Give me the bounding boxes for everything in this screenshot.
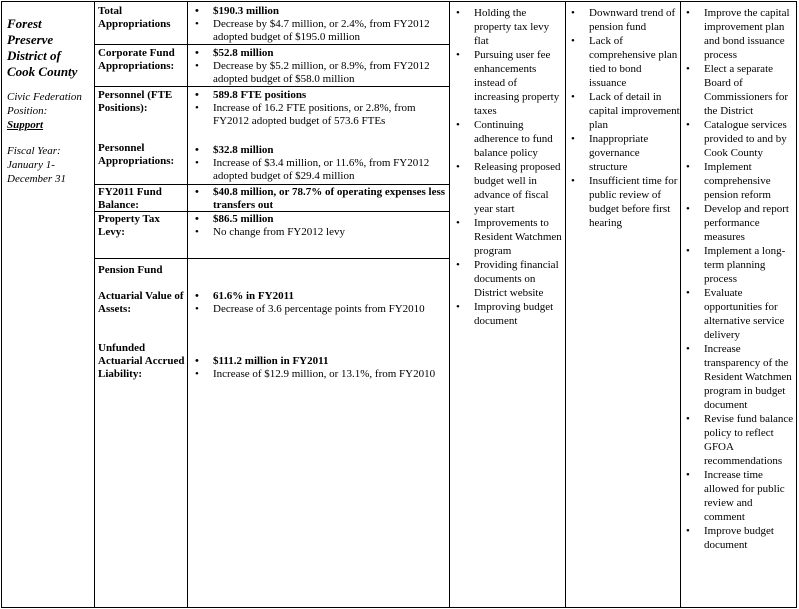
supports-item: • Releasing proposed budget well in advance of fiscal year start [453, 160, 565, 216]
row-value-personnel-appropriations [192, 144, 448, 183]
pension-assets-value [192, 290, 448, 316]
supports-list [453, 6, 565, 328]
concerns-list [568, 6, 680, 230]
detail-bullet: • Decrease of 3.6 percentage points from FY2010 [192, 303, 448, 316]
supports-item: • Improving budget document [453, 300, 565, 328]
row-label-personnel-fte: Personnel (FTE Positions): [98, 89, 173, 114]
headline: • $111.2 million in FY2011 [192, 355, 448, 368]
detail-bullet: • Decrease by $4.7 million, or 2.4%, from FY2012 adopted budget of $195.0 million [192, 18, 448, 44]
pension-section-label: Pension Fund [98, 264, 163, 276]
row-value-total-appropriations [192, 5, 448, 44]
headline: • 589.8 FTE positions [192, 89, 448, 102]
row-divider [95, 44, 450, 45]
concerns-item: • Lack of comprehensive plan tied to bond issuance [568, 34, 680, 90]
row-label-personnel-appropriations: Personnel Appropriations: [98, 142, 175, 167]
row-label-property-tax-levy: Property Tax Levy: [98, 213, 160, 238]
detail-bullet: • Increase of 16.2 FTE positions, or 2.8%, from FY2012 adopted budget of 573.6 FTEs [192, 102, 448, 128]
pension-assets-label: Actuarial Value of Assets: [98, 290, 184, 315]
detail-bullet: • Decrease by $5.2 million, or 8.9%, from FY2012 adopted budget of $58.0 million [192, 60, 448, 86]
pension-liability-label: Unfunded Actuarial Accrued Liability: [98, 342, 185, 380]
row-value-fund-balance [192, 186, 448, 212]
position-label: Civic Federation Position: [7, 91, 82, 117]
headline: • 61.6% in FY2011 [192, 290, 448, 303]
entity-column [2, 2, 95, 607]
fiscal-year-label: Fiscal Year: [7, 145, 61, 157]
row-label-fund-balance: FY2011 Fund Balance: [98, 186, 162, 211]
row-value-personnel-fte [192, 89, 448, 128]
row-label-total-appropriations: Total Appropriations [98, 5, 171, 30]
concerns-item: • Insufficient time for public review of budget before first hearing [568, 174, 680, 230]
recommendations-item: • Develop and report performance measures [683, 202, 796, 244]
recommendations-item: • Improve the capital improvement plan and bond issuance process [683, 6, 796, 62]
recommendations-item: • Implement comprehensive pension reform [683, 160, 796, 202]
row-divider [95, 258, 450, 259]
detail-bullet: • Increase of $12.9 million, or 13.1%, from FY2010 [192, 368, 448, 381]
row-label-corporate-fund: Corporate Fund Appropriations: [98, 47, 175, 72]
recommendations-item: • Increase transparency of the Resident Watchmen program in budget document [683, 342, 796, 412]
supports-item: • Continuing adherence to fund balance policy [453, 118, 565, 160]
recommendations-item: • Evaluate opportunities for alternative service delivery [683, 286, 796, 342]
recommendations-item: • Improve budget document [683, 524, 796, 552]
headline: • $32.8 million [192, 144, 448, 157]
recommendations-item: • Revise fund balance policy to reflect GFOA recommendations [683, 412, 796, 468]
recommendations-item: • Catalogue services provided to and by Cook County [683, 118, 796, 160]
detail-bullet: • Increase of $3.4 million, or 11.6%, from FY2012 adopted budget of $29.4 million [192, 157, 448, 183]
position-value: Support [7, 119, 44, 131]
supports-item: • Pursuing user fee enhancements instead of increasing property taxes [453, 48, 565, 118]
detail-bullet: • No change from FY2012 levy [192, 226, 448, 239]
recommendations-item: • Elect a separate Board of Commissioners for the District [683, 62, 796, 118]
row-divider [95, 86, 450, 87]
row-divider [95, 184, 450, 185]
fiscal-year-value: January 1- December 31 [7, 159, 66, 185]
concerns-item: • Lack of detail in capital improvement plan [568, 90, 680, 132]
concerns-item: • Inappropriate governance structure [568, 132, 680, 174]
entity-name: Forest Preserve District of Cook County [7, 16, 78, 79]
supports-item: • Improvements to Resident Watchmen program [453, 216, 565, 258]
headline: • $86.5 million [192, 213, 448, 226]
pension-liability-value [192, 355, 448, 381]
recommendations-list [683, 6, 796, 552]
headline: • $52.8 million [192, 47, 448, 60]
budget-summary-table [1, 1, 797, 608]
headline: • $190.3 million [192, 5, 448, 18]
supports-item: • Holding the property tax levy flat [453, 6, 565, 48]
headline: • $40.8 million, or 78.7% of operating expenses less transfers out [192, 186, 448, 212]
concerns-item: • Downward trend of pension fund [568, 6, 680, 34]
supports-item: • Providing financial documents on District website [453, 258, 565, 300]
recommendations-item: • Implement a long-term planning process [683, 244, 796, 286]
recommendations-item: • Increase time allowed for public review and comment [683, 468, 796, 524]
row-value-corporate-fund [192, 47, 448, 86]
row-value-property-tax-levy [192, 213, 448, 239]
